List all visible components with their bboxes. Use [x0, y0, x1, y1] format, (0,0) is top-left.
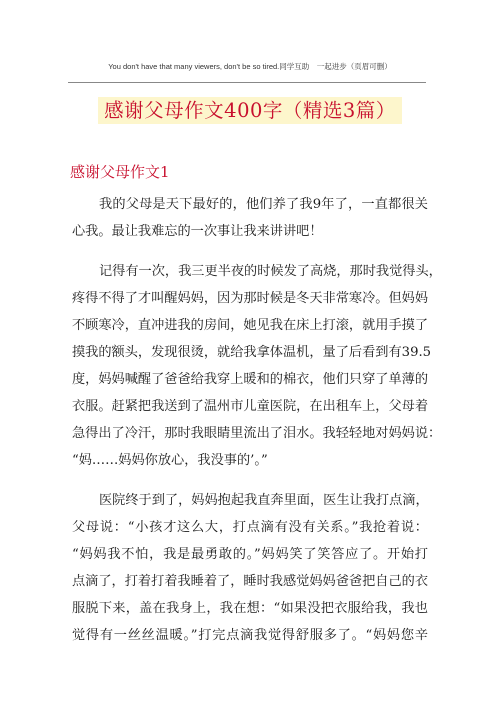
- text-line: 摸我的额头，发现很烫，就给我拿体温机，量了后看到有39.5: [72, 345, 432, 360]
- text-line: 医院终于到了，妈妈抱起我直奔里面，医生让我打点滴，: [99, 493, 429, 508]
- text-line: 不顾寒冷，直冲进我的房间，她见我在床上打滚，就用手摸了: [72, 318, 429, 333]
- text-line: 疼得不得了才叫醒妈妈，因为那时候是冬天非常寒冷。但妈妈: [72, 291, 429, 306]
- header-divider: [68, 82, 426, 83]
- paragraph-3: [72, 487, 428, 649]
- text-line: 我的父母是天下最好的，他们养了我9年了，一直都很关: [99, 197, 428, 212]
- text-line: 服脱下来，盖在我身上，我在想：“如果没把衣服给我，我也: [72, 601, 428, 616]
- text-line: 衣服。赶紧把我送到了温州市儿童医院，在出租车上，父母着: [72, 399, 429, 414]
- text-line: 父母说：“小孩才这么大，打点滴有没有关系。”我抢着说：: [72, 520, 428, 535]
- text-line: 心我。最让我难忘的一次事让我来讲讲吧！: [72, 224, 323, 239]
- text-line: “妈妈我不怕，我是最勇敢的。”妈妈笑了笑答应了。开始打: [72, 547, 428, 562]
- text-line: “妈……妈妈你放心，我没事的’。”: [72, 453, 268, 468]
- body-text: [72, 191, 442, 662]
- text-line: 觉得有一丝丝温暖。”打完点滴我觉得舒服多了。“妈妈您辛: [72, 628, 428, 643]
- paragraph-2: [72, 258, 442, 474]
- section-heading: 感谢父母作文1: [70, 163, 170, 181]
- paragraph-1: [72, 191, 428, 245]
- page-header-note: You don't have that many viewers, don't be so tired.同学互助 一起进步（页眉可删）: [108, 62, 392, 71]
- text-line: 记得有一次，我三更半夜的时候发了高烧，那时我觉得头，: [99, 264, 442, 279]
- document-title: 感谢父母作文400字（精选3篇）: [98, 97, 402, 124]
- text-line: 度，妈妈喊醒了爸爸给我穿上暖和的棉衣，他们只穿了单薄的: [72, 372, 429, 387]
- title-container: [0, 97, 500, 124]
- text-line: 点滴了，打着打着我睡着了，睡时我感觉妈妈爸爸把自己的衣: [72, 574, 429, 589]
- text-line: 急得出了冷汗，那时我眼睛里流出了泪水。我轻轻地对妈妈说：: [72, 426, 442, 441]
